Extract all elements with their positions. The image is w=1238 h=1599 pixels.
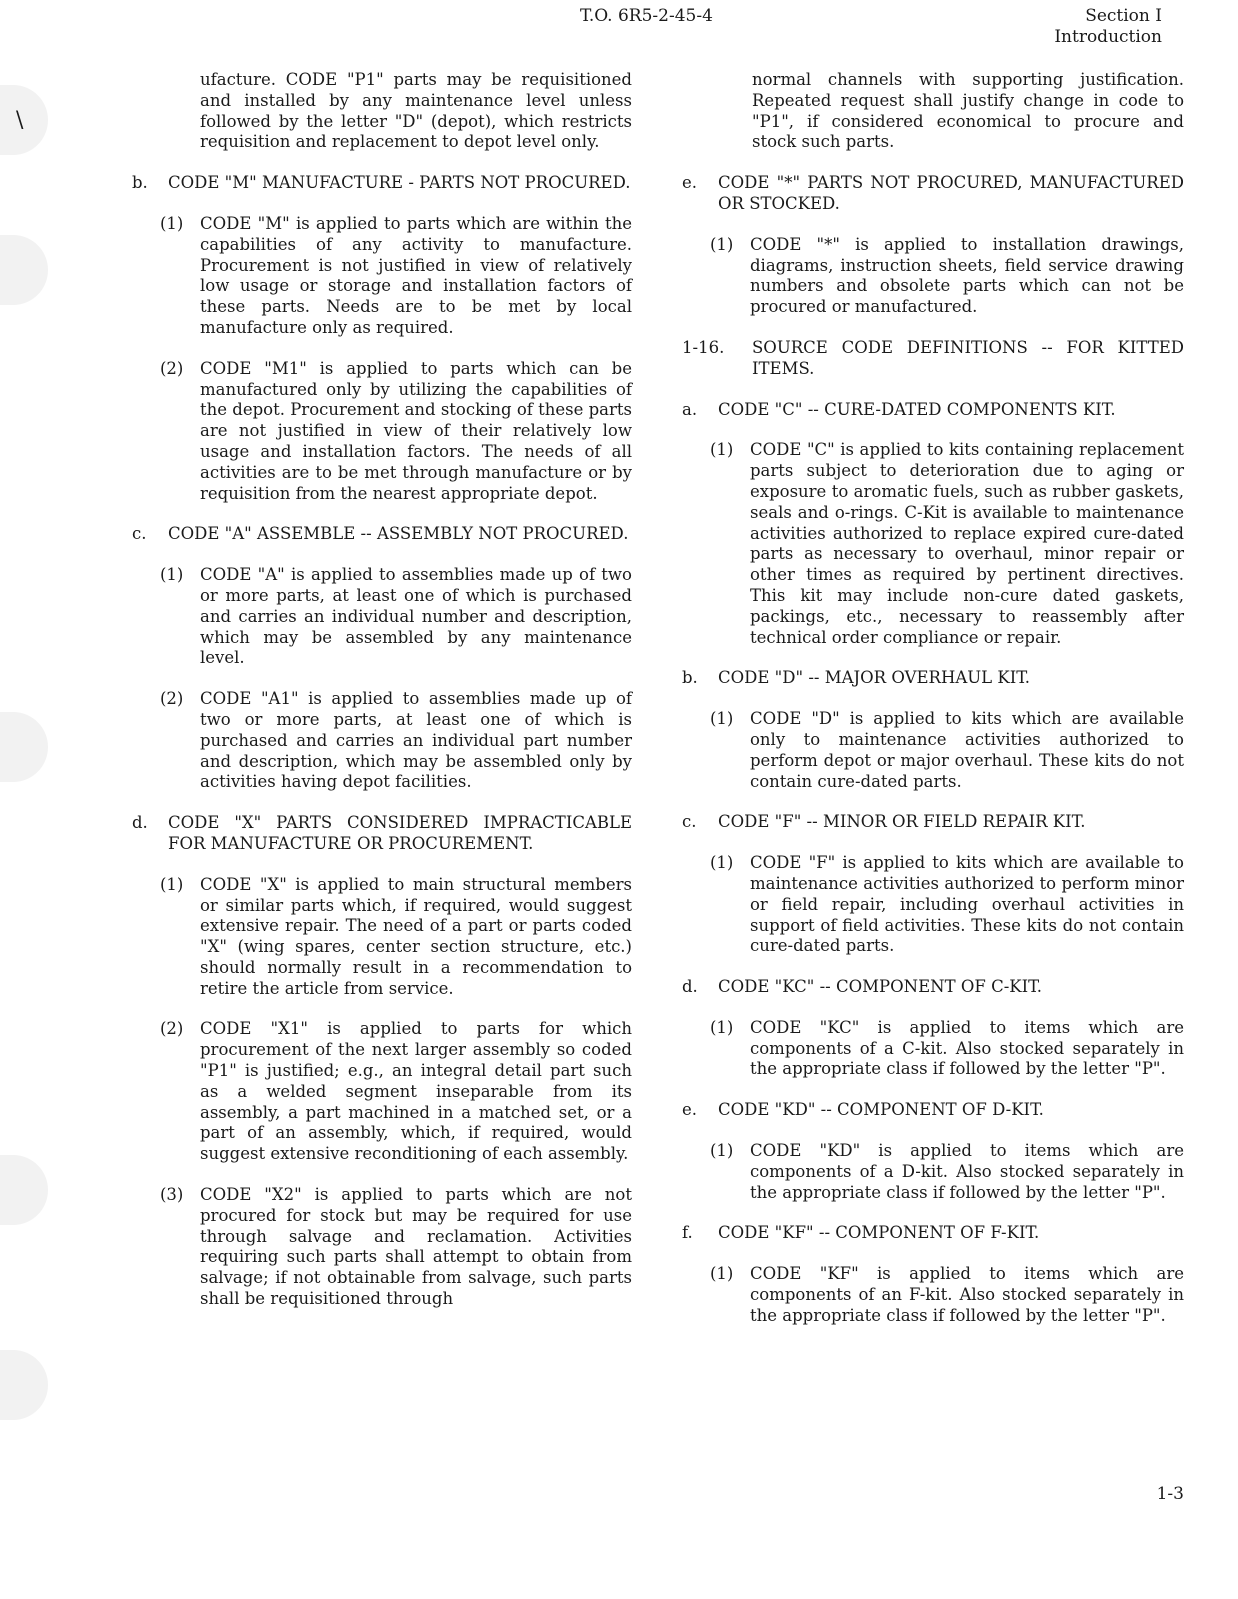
section-number: 1-16. — [682, 337, 725, 357]
heading-text: CODE "KC" -- COMPONENT OF C-KIT. — [718, 977, 1042, 997]
subsection-heading — [132, 524, 632, 545]
paragraph-text: CODE "D" is applied to kits which are available only to maintenance activities authorized to perform depot or major overhaul. These kits do not contain cure-dated parts. — [750, 709, 1184, 791]
paragraph — [682, 1141, 1184, 1203]
paragraph — [682, 235, 1184, 318]
heading-text: CODE "KF" -- COMPONENT OF F-KIT. — [718, 1223, 1040, 1243]
paragraph-label: (1) — [160, 213, 184, 233]
paragraph-text: CODE "X2" is applied to parts which are not procured for stock but may be required for use through salvage and reclamation. Activities requiring such parts shall attempt to obtain from salvage; if not obtainable from salvage, such parts shall be requisitioned through — [200, 1185, 632, 1309]
paragraph-label: (1) — [160, 565, 184, 585]
paragraph-label: (2) — [160, 689, 184, 709]
section-title: Introduction — [1054, 27, 1162, 47]
subsection-heading — [132, 813, 632, 855]
paragraph-label: (2) — [160, 1019, 184, 1039]
paragraph — [132, 359, 632, 505]
paragraph-label: (3) — [160, 1185, 184, 1205]
paragraph-label: (1) — [710, 1264, 734, 1284]
item-label: b. — [682, 668, 698, 688]
paragraph-text: CODE "X" is applied to main structural members or similar parts which, if required, would suggest extensive repair. The need of a part or parts coded "X" (wing spares, center section structure, etc.) should normally result in a recommendation to retire the article from service. — [200, 874, 632, 998]
item-label: e. — [682, 1100, 698, 1120]
paragraph-label: (1) — [710, 234, 734, 254]
heading-text: SOURCE CODE DEFINITIONS -- FOR KITTED ITEMS. — [752, 337, 1184, 378]
item-label: d. — [682, 977, 698, 997]
paragraph — [132, 875, 632, 1000]
section-header — [1054, 6, 1162, 48]
paragraph-label: (1) — [710, 853, 734, 873]
heading-text: CODE "*" PARTS NOT PROCURED, MANUFACTURED OR STOCKED. — [718, 173, 1184, 213]
paragraph-label: (1) — [710, 709, 734, 729]
item-label: b. — [132, 173, 148, 193]
subsection-heading — [682, 1223, 1184, 1244]
page-number: 1-3 — [1156, 1484, 1184, 1504]
punch-hole-shadow — [0, 235, 48, 305]
item-label: c. — [132, 524, 147, 544]
paragraph-label: (1) — [710, 440, 734, 460]
continued-paragraph: normal channels with supporting justification. Repeated request shall justify change in code to "P1", if considered economical to procure and stock such parts. — [752, 70, 1184, 152]
paragraph — [682, 1264, 1184, 1326]
heading-text: CODE "M" MANUFACTURE - PARTS NOT PROCURED. — [168, 173, 631, 193]
item-label: d. — [132, 813, 148, 833]
paragraph-text: CODE "KF" is applied to items which are components of an F-kit. Also stocked separately in the appropriate class if followed by the letter "P". — [750, 1264, 1184, 1325]
paragraph — [132, 1019, 632, 1165]
paragraph-text: CODE "KC" is applied to items which are components of a C-kit. Also stocked separately in the appropriate class if followed by the letter "P". — [750, 1017, 1184, 1079]
paragraph-text: CODE "KD" is applied to items which are components of a D-kit. Also stocked separately in the appropriate class if followed by the letter "P". — [750, 1141, 1184, 1202]
punch-hole-shadow — [0, 1350, 48, 1420]
left-column — [132, 70, 632, 1310]
punch-hole-shadow — [0, 1155, 48, 1225]
paragraph-text: CODE "M" is applied to parts which are within the capabilities of any activity to manufacture. Procurement is not justified in view of relatively low usage or storage and installation factors of these parts. Needs are to be met by local manufacture only as required. — [200, 213, 632, 337]
right-column — [682, 70, 1184, 1327]
section-heading — [682, 338, 1184, 380]
paragraph-text: CODE "C" is applied to kits containing replacement parts subject to deterioration due to aging or exposure to aromatic fuels, such as rubber gaskets, seals and o-rings. C-Kit is available to maintenance activities authorized to replace expired cure-dated parts as necessary to overhaul, minor repair or other times as required by pertinent directives. This kit may include non-cure dated gaskets, packings, etc., necessary to reassembly after technical order compliance or repair. — [750, 440, 1184, 647]
paragraph-label: (1) — [710, 1141, 734, 1161]
subsection-heading — [682, 400, 1184, 421]
margin-change-mark: \ — [16, 108, 24, 133]
paragraph-label: (1) — [710, 1017, 734, 1037]
item-label: e. — [682, 173, 698, 193]
subsection-heading — [682, 812, 1184, 833]
item-label: f. — [682, 1223, 693, 1243]
heading-text: CODE "D" -- MAJOR OVERHAUL KIT. — [718, 668, 1031, 688]
punch-hole-shadow — [0, 85, 48, 155]
heading-text: CODE "KD" -- COMPONENT OF D-KIT. — [718, 1100, 1044, 1120]
paragraph-text: CODE "A1" is applied to assemblies made up of two or more parts, at least one of which is purchased and carries an individual part number and description, which may be assembled only by activities having depot facilities. — [200, 689, 632, 792]
paragraph-label: (2) — [160, 358, 184, 378]
heading-text: CODE "A" ASSEMBLE -- ASSEMBLY NOT PROCURED. — [168, 524, 629, 544]
paragraph — [132, 565, 632, 669]
subsection-heading — [682, 977, 1184, 998]
paragraph — [682, 709, 1184, 792]
paragraph-text: CODE "F" is applied to kits which are available to maintenance activities authorized to perform minor or field repair, including overhaul activities in support of field activities. These kits do not contain cure-dated parts. — [750, 853, 1184, 956]
heading-text: CODE "C" -- CURE-DATED COMPONENTS KIT. — [718, 399, 1116, 419]
heading-text: CODE "X" PARTS CONSIDERED IMPRACTICABLE FOR MANUFACTURE OR PROCUREMENT. — [168, 813, 632, 853]
paragraph — [682, 440, 1184, 648]
item-label: a. — [682, 399, 698, 419]
paragraph — [682, 1018, 1184, 1080]
paragraph — [132, 1185, 632, 1310]
paragraph — [682, 853, 1184, 957]
paragraph — [132, 689, 632, 793]
item-label: c. — [682, 812, 697, 832]
subsection-heading — [682, 1100, 1184, 1121]
paragraph — [132, 214, 632, 339]
section-label: Section I — [1085, 6, 1162, 26]
paragraph-text: CODE "X1" is applied to parts for which procurement of the next larger assembly so coded "P1" is justified; e.g., an integral detail part such as a welded segment inseparable from its assembly, a part machined in a matched set, or a part of an assembly, which, if required, would suggest extensive reconditioning of each assembly. — [200, 1019, 632, 1164]
subsection-heading — [682, 668, 1184, 689]
paragraph-text: CODE "A" is applied to assemblies made up of two or more parts, at least one of which is purchased and carries an individual number and description, which may be assembled by any maintenance level. — [200, 565, 632, 668]
heading-text: CODE "F" -- MINOR OR FIELD REPAIR KIT. — [718, 812, 1086, 832]
continued-paragraph: ufacture. CODE "P1" parts may be requisitioned and installed by any maintenance level unless followed by the letter "D" (depot), which restricts requisition and replacement to depot level only. — [200, 70, 632, 152]
paragraph-text: CODE "M1" is applied to parts which can be manufactured only by utilizing the capabilities of the depot. Procurement and stocking of these parts are not justified in view of their relatively low usage and installation factors. The needs of all activities are to be met through manufacture or by requisition from the nearest appropriate depot. — [200, 358, 632, 503]
paragraph-text: CODE "*" is applied to installation drawings, diagrams, instruction sheets, field service drawing numbers and obsolete parts which can not be procured or manufactured. — [750, 234, 1184, 317]
doc-number: T.O. 6R5-2-45-4 — [580, 6, 713, 26]
paragraph-label: (1) — [160, 874, 184, 894]
subsection-heading — [132, 173, 632, 194]
subsection-heading — [682, 173, 1184, 215]
punch-hole-shadow — [0, 712, 48, 782]
